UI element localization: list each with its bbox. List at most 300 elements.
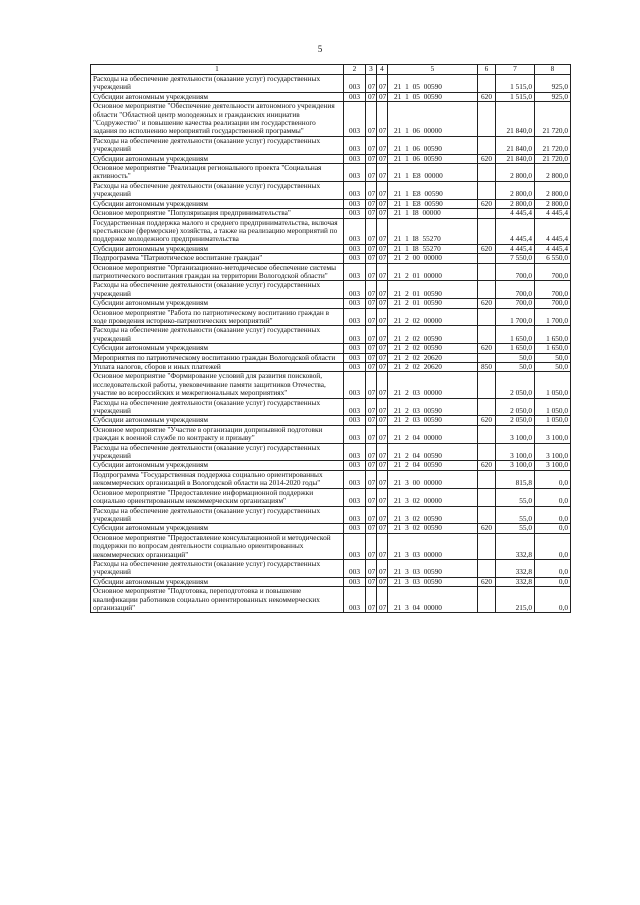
row-expense-type — [478, 263, 496, 281]
row-name: Основное мероприятие "Предоставление информационной поддержки социально ориентированным некоммерческим организациям" — [91, 488, 344, 506]
row-admin-code: 003 — [344, 425, 366, 443]
row-admin-code: 003 — [344, 326, 366, 344]
row-target-code: 21 1 I8 55270 — [388, 244, 478, 253]
row-subsection: 07 — [377, 461, 388, 470]
row-name: Субсидии автономным учреждениям — [91, 299, 344, 308]
table-row — [91, 524, 571, 533]
row-expense-type — [478, 443, 496, 461]
row-amount-1: 332,8 — [496, 559, 535, 577]
row-expense-type: 620 — [478, 299, 496, 308]
row-name: Расходы на обеспечение деятельности (оказание услуг) государственных учреждений — [91, 181, 344, 199]
row-admin-code: 003 — [344, 308, 366, 326]
table-row — [91, 218, 571, 244]
row-amount-1: 1 650,0 — [496, 326, 535, 344]
row-target-code: 21 1 05 00590 — [388, 75, 478, 93]
row-subsection: 07 — [377, 254, 388, 263]
row-subsection: 07 — [377, 425, 388, 443]
row-amount-1: 1 515,0 — [496, 75, 535, 93]
row-admin-code: 003 — [344, 254, 366, 263]
table-row — [91, 254, 571, 263]
row-subsection: 07 — [377, 154, 388, 163]
row-amount-2: 2 800,0 — [535, 199, 571, 208]
row-admin-code: 003 — [344, 244, 366, 253]
row-admin-code: 003 — [344, 164, 366, 182]
row-subsection: 07 — [377, 263, 388, 281]
row-admin-code: 003 — [344, 577, 366, 586]
row-section: 07 — [366, 461, 377, 470]
row-amount-1: 700,0 — [496, 263, 535, 281]
row-subsection: 07 — [377, 587, 388, 613]
row-name: Субсидии автономным учреждениям — [91, 344, 344, 353]
row-target-code: 21 1 06 00000 — [388, 102, 478, 137]
row-amount-1: 4 445,4 — [496, 209, 535, 218]
table-row — [91, 181, 571, 199]
table-row — [91, 344, 571, 353]
table-row — [91, 326, 571, 344]
row-amount-2: 4 445,4 — [535, 218, 571, 244]
table-row — [91, 363, 571, 372]
row-amount-1: 7 550,0 — [496, 254, 535, 263]
row-amount-2: 50,0 — [535, 353, 571, 362]
row-expense-type — [478, 506, 496, 524]
row-section: 07 — [366, 506, 377, 524]
row-name: Основное мероприятие "Обеспечение деятельности автономного учреждения области "Областной центр молодежных и гражданских инициатив "Содружество" и повышение качества реализации им государственного задания по исполнению мероприятий государственной программы" — [91, 102, 344, 137]
table-row — [91, 209, 571, 218]
table-row — [91, 488, 571, 506]
row-subsection: 07 — [377, 308, 388, 326]
row-expense-type — [478, 372, 496, 398]
row-admin-code: 003 — [344, 506, 366, 524]
row-section: 07 — [366, 263, 377, 281]
row-target-code: 21 2 04 00000 — [388, 425, 478, 443]
row-amount-1: 21 840,0 — [496, 136, 535, 154]
row-target-code: 21 2 02 20620 — [388, 353, 478, 362]
row-name: Расходы на обеспечение деятельности (оказание услуг) государственных учреждений — [91, 326, 344, 344]
row-target-code: 21 2 02 00590 — [388, 326, 478, 344]
row-admin-code: 003 — [344, 488, 366, 506]
row-section: 07 — [366, 299, 377, 308]
row-amount-1: 21 840,0 — [496, 154, 535, 163]
row-section: 07 — [366, 218, 377, 244]
row-target-code: 21 3 02 00590 — [388, 524, 478, 533]
row-amount-1: 215,0 — [496, 587, 535, 613]
row-subsection: 07 — [377, 344, 388, 353]
row-section: 07 — [366, 254, 377, 263]
table-row — [91, 470, 571, 488]
row-subsection: 07 — [377, 281, 388, 299]
row-amount-2: 3 100,0 — [535, 443, 571, 461]
table-row — [91, 244, 571, 253]
row-admin-code: 003 — [344, 524, 366, 533]
page-number: 5 — [317, 44, 323, 54]
row-amount-2: 4 445,4 — [535, 244, 571, 253]
row-subsection: 07 — [377, 218, 388, 244]
table-row — [91, 353, 571, 362]
row-subsection: 07 — [377, 353, 388, 362]
row-subsection: 07 — [377, 181, 388, 199]
row-amount-2: 0,0 — [535, 577, 571, 586]
row-target-code: 21 3 03 00590 — [388, 559, 478, 577]
row-section: 07 — [366, 244, 377, 253]
table-row — [91, 299, 571, 308]
row-admin-code: 003 — [344, 263, 366, 281]
row-target-code: 21 2 01 00590 — [388, 299, 478, 308]
table-row — [91, 559, 571, 577]
row-section: 07 — [366, 416, 377, 425]
row-expense-type — [478, 488, 496, 506]
row-expense-type — [478, 164, 496, 182]
row-subsection: 07 — [377, 524, 388, 533]
table-row — [91, 461, 571, 470]
row-amount-1: 55,0 — [496, 524, 535, 533]
row-expense-type — [478, 102, 496, 137]
row-admin-code: 003 — [344, 136, 366, 154]
row-section: 07 — [366, 344, 377, 353]
row-amount-1: 2 800,0 — [496, 164, 535, 182]
row-target-code: 21 1 05 00590 — [388, 92, 478, 101]
row-expense-type — [478, 308, 496, 326]
row-amount-2: 21 720,0 — [535, 154, 571, 163]
row-amount-2: 925,0 — [535, 92, 571, 101]
row-subsection: 07 — [377, 92, 388, 101]
row-amount-2: 925,0 — [535, 75, 571, 93]
row-amount-2: 0,0 — [535, 524, 571, 533]
row-expense-type: 620 — [478, 244, 496, 253]
row-target-code: 21 1 06 00590 — [388, 136, 478, 154]
row-target-code: 21 2 03 00590 — [388, 398, 478, 416]
row-target-code: 21 2 02 00000 — [388, 308, 478, 326]
row-name: Основное мероприятие "Организационно-методическое обеспечение системы патриотического воспитания граждан на территории Вологодской области" — [91, 263, 344, 281]
row-subsection: 07 — [377, 199, 388, 208]
row-subsection: 07 — [377, 299, 388, 308]
row-name: Уплата налогов, сборов и иных платежей — [91, 363, 344, 372]
row-amount-1: 2 800,0 — [496, 181, 535, 199]
table-row — [91, 308, 571, 326]
row-section: 07 — [366, 488, 377, 506]
row-amount-2: 3 100,0 — [535, 461, 571, 470]
table-row — [91, 533, 571, 559]
row-amount-1: 2 050,0 — [496, 416, 535, 425]
row-amount-1: 4 445,4 — [496, 244, 535, 253]
row-amount-1: 4 445,4 — [496, 218, 535, 244]
table-row — [91, 398, 571, 416]
row-admin-code: 003 — [344, 92, 366, 101]
row-section: 07 — [366, 281, 377, 299]
row-expense-type: 620 — [478, 577, 496, 586]
row-name: Расходы на обеспечение деятельности (оказание услуг) государственных учреждений — [91, 398, 344, 416]
table-row — [91, 263, 571, 281]
table-row — [91, 154, 571, 163]
row-name: Субсидии автономным учреждениям — [91, 154, 344, 163]
row-name: Основное мероприятие "Работа по патриотическому воспитанию граждан в ходе проведения историко-патриотических мероприятий" — [91, 308, 344, 326]
budget-table — [90, 64, 571, 613]
row-admin-code: 003 — [344, 398, 366, 416]
row-name: Субсидии автономным учреждениям — [91, 577, 344, 586]
row-amount-2: 1 700,0 — [535, 308, 571, 326]
row-section: 07 — [366, 524, 377, 533]
row-expense-type — [478, 209, 496, 218]
row-target-code: 21 2 04 00590 — [388, 443, 478, 461]
row-admin-code: 003 — [344, 181, 366, 199]
table-row — [91, 372, 571, 398]
row-admin-code: 003 — [344, 344, 366, 353]
row-target-code: 21 2 03 00000 — [388, 372, 478, 398]
row-admin-code: 003 — [344, 461, 366, 470]
row-amount-1: 2 050,0 — [496, 372, 535, 398]
row-name: Расходы на обеспечение деятельности (оказание услуг) государственных учреждений — [91, 443, 344, 461]
row-target-code: 21 1 I8 55270 — [388, 218, 478, 244]
row-amount-1: 3 100,0 — [496, 425, 535, 443]
row-expense-type: 620 — [478, 344, 496, 353]
row-expense-type — [478, 218, 496, 244]
row-amount-1: 700,0 — [496, 299, 535, 308]
row-subsection: 07 — [377, 506, 388, 524]
row-name: Подпрограмма "Государственная поддержка социально ориентированных некоммерческих организаций в Вологодской области на 2014-2020 годы" — [91, 470, 344, 488]
row-subsection: 07 — [377, 363, 388, 372]
header-col-6: 6 — [478, 65, 496, 75]
table-row — [91, 425, 571, 443]
row-admin-code: 003 — [344, 470, 366, 488]
row-expense-type: 620 — [478, 416, 496, 425]
row-admin-code: 003 — [344, 154, 366, 163]
row-name: Расходы на обеспечение деятельности (оказание услуг) государственных учреждений — [91, 75, 344, 93]
row-section: 07 — [366, 308, 377, 326]
row-amount-2: 21 720,0 — [535, 136, 571, 154]
row-target-code: 21 3 00 00000 — [388, 470, 478, 488]
header-col-5: 5 — [388, 65, 478, 75]
row-section: 07 — [366, 154, 377, 163]
row-expense-type — [478, 254, 496, 263]
row-amount-1: 2 800,0 — [496, 199, 535, 208]
row-target-code: 21 2 02 00590 — [388, 344, 478, 353]
row-target-code: 21 2 01 00000 — [388, 263, 478, 281]
row-expense-type — [478, 470, 496, 488]
row-admin-code: 003 — [344, 199, 366, 208]
row-target-code: 21 1 E8 00590 — [388, 181, 478, 199]
row-section: 07 — [366, 372, 377, 398]
row-target-code: 21 2 01 00590 — [388, 281, 478, 299]
row-amount-2: 6 550,0 — [535, 254, 571, 263]
table-row — [91, 443, 571, 461]
row-section: 07 — [366, 443, 377, 461]
row-expense-type — [478, 75, 496, 93]
row-admin-code: 003 — [344, 533, 366, 559]
row-expense-type — [478, 587, 496, 613]
row-name: Расходы на обеспечение деятельности (оказание услуг) государственных учреждений — [91, 281, 344, 299]
row-amount-1: 815,8 — [496, 470, 535, 488]
row-amount-1: 1 700,0 — [496, 308, 535, 326]
row-section: 07 — [366, 92, 377, 101]
row-amount-1: 332,8 — [496, 577, 535, 586]
row-expense-type — [478, 281, 496, 299]
row-target-code: 21 1 06 00590 — [388, 154, 478, 163]
header-col-8: 8 — [535, 65, 571, 75]
row-subsection: 07 — [377, 559, 388, 577]
header-col-2: 2 — [344, 65, 366, 75]
row-name: Субсидии автономным учреждениям — [91, 199, 344, 208]
table-row — [91, 92, 571, 101]
row-name: Расходы на обеспечение деятельности (оказание услуг) государственных учреждений — [91, 559, 344, 577]
row-amount-1: 700,0 — [496, 281, 535, 299]
row-admin-code: 003 — [344, 363, 366, 372]
row-amount-2: 0,0 — [535, 559, 571, 577]
row-section: 07 — [366, 533, 377, 559]
row-amount-1: 1 650,0 — [496, 344, 535, 353]
row-amount-1: 332,8 — [496, 533, 535, 559]
row-section: 07 — [366, 363, 377, 372]
row-name: Субсидии автономным учреждениям — [91, 244, 344, 253]
row-admin-code: 003 — [344, 372, 366, 398]
row-name: Основное мероприятие "Реализация регионального проекта "Социальная активность" — [91, 164, 344, 182]
row-amount-2: 4 445,4 — [535, 209, 571, 218]
row-expense-type: 620 — [478, 524, 496, 533]
table-row — [91, 506, 571, 524]
row-expense-type: 620 — [478, 154, 496, 163]
row-name: Основное мероприятие "Популяризация предпринимательства" — [91, 209, 344, 218]
row-target-code: 21 3 03 00000 — [388, 533, 478, 559]
row-section: 07 — [366, 559, 377, 577]
row-subsection: 07 — [377, 136, 388, 154]
row-section: 07 — [366, 326, 377, 344]
row-section: 07 — [366, 577, 377, 586]
row-amount-2: 3 100,0 — [535, 425, 571, 443]
row-amount-1: 1 515,0 — [496, 92, 535, 101]
row-amount-2: 2 800,0 — [535, 181, 571, 199]
row-admin-code: 003 — [344, 75, 366, 93]
row-target-code: 21 2 03 00590 — [388, 416, 478, 425]
row-amount-2: 1 050,0 — [535, 416, 571, 425]
row-expense-type: 620 — [478, 92, 496, 101]
row-admin-code: 003 — [344, 281, 366, 299]
row-amount-1: 3 100,0 — [496, 443, 535, 461]
row-section: 07 — [366, 199, 377, 208]
row-subsection: 07 — [377, 326, 388, 344]
row-amount-2: 2 800,0 — [535, 164, 571, 182]
header-col-7: 7 — [496, 65, 535, 75]
table-row — [91, 577, 571, 586]
row-target-code: 21 3 03 00590 — [388, 577, 478, 586]
row-name: Расходы на обеспечение деятельности (оказание услуг) государственных учреждений — [91, 506, 344, 524]
row-name: Основное мероприятие "Участие в организации допризывной подготовки граждан к военной службе по контракту и призыву" — [91, 425, 344, 443]
table-row — [91, 587, 571, 613]
row-subsection: 07 — [377, 443, 388, 461]
row-expense-type: 850 — [478, 363, 496, 372]
row-section: 07 — [366, 398, 377, 416]
row-admin-code: 003 — [344, 299, 366, 308]
table-row — [91, 199, 571, 208]
table-row — [91, 102, 571, 137]
row-subsection: 07 — [377, 164, 388, 182]
row-section: 07 — [366, 102, 377, 137]
header-col-3: 3 — [366, 65, 377, 75]
row-amount-2: 21 720,0 — [535, 102, 571, 137]
row-name: Основное мероприятие "Подготовка, переподготовка и повышение квалификации работников социально ориентированных некоммерческих организаций" — [91, 587, 344, 613]
row-section: 07 — [366, 136, 377, 154]
row-amount-1: 3 100,0 — [496, 461, 535, 470]
row-admin-code: 003 — [344, 559, 366, 577]
row-expense-type — [478, 533, 496, 559]
row-amount-2: 1 050,0 — [535, 372, 571, 398]
row-expense-type — [478, 353, 496, 362]
row-section: 07 — [366, 425, 377, 443]
row-amount-2: 0,0 — [535, 506, 571, 524]
row-target-code: 21 2 02 20620 — [388, 363, 478, 372]
row-name: Основное мероприятие "Формирование условий для развития поисковой, исследовательской работы, увековечивание памяти защитников Отечества, участие во всероссийских и межрегиональных мероприятиях" — [91, 372, 344, 398]
row-subsection: 07 — [377, 75, 388, 93]
row-admin-code: 003 — [344, 587, 366, 613]
row-target-code: 21 1 E8 00590 — [388, 199, 478, 208]
row-section: 07 — [366, 587, 377, 613]
row-amount-2: 1 050,0 — [535, 398, 571, 416]
row-target-code: 21 2 00 00000 — [388, 254, 478, 263]
row-name: Субсидии автономным учреждениям — [91, 92, 344, 101]
row-amount-2: 700,0 — [535, 263, 571, 281]
row-name: Подпрограмма "Патриотическое воспитание граждан" — [91, 254, 344, 263]
row-amount-1: 55,0 — [496, 506, 535, 524]
table-body — [91, 75, 571, 613]
table-row — [91, 136, 571, 154]
table-row — [91, 416, 571, 425]
row-section: 07 — [366, 470, 377, 488]
row-expense-type — [478, 136, 496, 154]
row-subsection: 07 — [377, 470, 388, 488]
row-amount-1: 21 840,0 — [496, 102, 535, 137]
row-admin-code: 003 — [344, 209, 366, 218]
row-name: Государственная поддержка малого и среднего предпринимательства, включая крестьянские (фермерские) хозяйства, а также на реализацию мероприятий по поддержке молодежного предпринимательства — [91, 218, 344, 244]
row-amount-2: 0,0 — [535, 533, 571, 559]
row-subsection: 07 — [377, 577, 388, 586]
row-name: Основное мероприятие "Предоставление консультационной и методической поддержки по вопросам деятельности социально ориентированных некоммерческих организаций" — [91, 533, 344, 559]
row-name: Расходы на обеспечение деятельности (оказание услуг) государственных учреждений — [91, 136, 344, 154]
row-subsection: 07 — [377, 398, 388, 416]
row-subsection: 07 — [377, 372, 388, 398]
row-amount-1: 2 050,0 — [496, 398, 535, 416]
row-subsection: 07 — [377, 209, 388, 218]
row-name: Субсидии автономным учреждениям — [91, 461, 344, 470]
table-row — [91, 164, 571, 182]
row-expense-type — [478, 181, 496, 199]
table-header-row — [91, 65, 571, 75]
row-expense-type — [478, 425, 496, 443]
row-admin-code: 003 — [344, 416, 366, 425]
header-col-4: 4 — [377, 65, 388, 75]
row-amount-2: 1 650,0 — [535, 344, 571, 353]
row-amount-1: 50,0 — [496, 353, 535, 362]
row-subsection: 07 — [377, 416, 388, 425]
row-expense-type: 620 — [478, 199, 496, 208]
row-target-code: 21 1 I8 00000 — [388, 209, 478, 218]
row-target-code: 21 1 E8 00000 — [388, 164, 478, 182]
row-amount-2: 1 650,0 — [535, 326, 571, 344]
row-target-code: 21 3 02 00590 — [388, 506, 478, 524]
row-admin-code: 003 — [344, 102, 366, 137]
row-amount-2: 0,0 — [535, 470, 571, 488]
row-admin-code: 003 — [344, 443, 366, 461]
row-amount-2: 0,0 — [535, 488, 571, 506]
row-section: 07 — [366, 181, 377, 199]
row-expense-type: 620 — [478, 461, 496, 470]
row-subsection: 07 — [377, 488, 388, 506]
row-section: 07 — [366, 164, 377, 182]
row-target-code: 21 3 02 00000 — [388, 488, 478, 506]
row-expense-type — [478, 398, 496, 416]
row-subsection: 07 — [377, 533, 388, 559]
row-name: Субсидии автономным учреждениям — [91, 416, 344, 425]
row-amount-2: 0,0 — [535, 587, 571, 613]
row-target-code: 21 2 04 00590 — [388, 461, 478, 470]
row-amount-2: 700,0 — [535, 281, 571, 299]
row-name: Субсидии автономным учреждениям — [91, 524, 344, 533]
